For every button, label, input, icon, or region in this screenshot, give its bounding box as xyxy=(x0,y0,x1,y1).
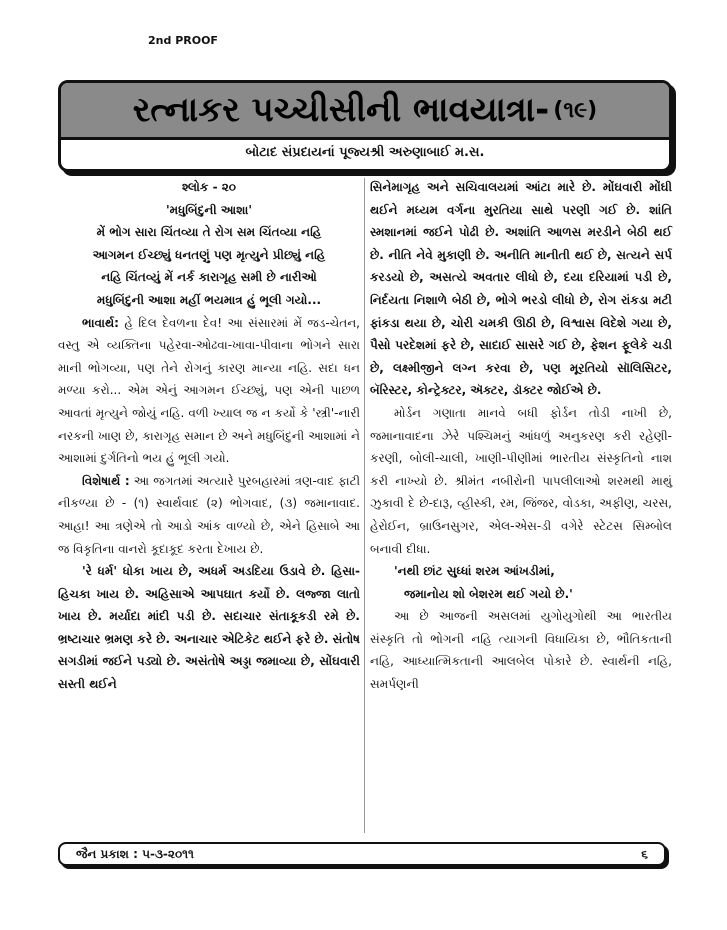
title-band xyxy=(61,83,669,140)
publication-date: જૈન પ્રકાશ : ૫-૩-૨૦૧૧ xyxy=(76,846,194,861)
couplet-line: 'નથી છાંટ સુધ્ધાં શરમ આંખડીમાં, xyxy=(394,564,555,579)
article-title: રત્નાકર પચ્ચીસીની ભાવયાત્રા- xyxy=(132,90,550,130)
shlok-subtitle: 'મધુબિંદુની આશા' xyxy=(165,202,253,217)
page-footer xyxy=(58,842,666,866)
article-number: (૧૯) xyxy=(553,97,598,123)
bhavarth-paragraph xyxy=(58,312,360,470)
visheshartha-label: વિશેષાર્થ : xyxy=(82,473,130,488)
dharma-paragraph: 'રે ધર્મ' ધોકા ખાય છે, અધર્મ અડદિયા ઉડાવે છે. હિસા-હિચકા ખાય છે. અહિસાએ આપઘાત કર્યો છે. લજ્જા લાતો ખાય છે. મર્યાદા માંદી પડી છે. સદાચાર સંતાકૂકડી રમે છે. ભ્રષ્ટાચાર ભ્રમણ કરે છે. અનાચાર એટિકેટ થઈને ફરે છે. સંતોષ સગડીમાં જઈને પડ્યો છે. અસંતોષે અડ્ડા જમાવ્યા છે, સોંઘવારી સસ્તી થઈને xyxy=(58,564,360,692)
bhavarth-text: હે દિલ દેવળના દેવ! આ સંસારમાં મેં જડ-ચેતન, વસ્તુ એ વ્યક્તિના પહેરવા-ઓઢવા-ખાવા-પીવાના ભોગને સારા માની ભોગવ્યા, પણ તેને રોગનું કારણ માન્યા નહિ. સદા ધન મળ્યા કરો... એમ એનું આગમન ઈચ્છ્યું, પણ એની પાછળ આવતાં મૃત્યુને જોયું નહિ. વળી ખ્યાલ જ ન કર્યો કે 'સ્ત્રી'-નારી નરકની ખાણ છે, કારાગૃહ સમાન છે અને મધુબિંદુની આશામાં ને આશામાં દુર્ગતિનો ભય હું ભૂલી ગયો. xyxy=(58,315,360,466)
proof-label: 2nd PROOF xyxy=(148,34,218,47)
right-paragraph-2: મોર્ડન ગણાતા માનવે બધી ફોર્ડન તોડી નાખી છે, જમાનાવાદના ઝેરે પશ્ચિમનું આંધળું અનુકરણ કરી રહેણી-કરણી, બોલી-ચાલી, ખાણી-પીણીમાં ભારતીય સંસ્કૃતિનો નાશ કરી નાખ્યો છે. શ્રીમંત નબીરોની પાપલીલાઓ શરમથી માથું ઝુકાવી દે છે-દારૂ, વ્હીસ્કી, રમ, જિંજર, વોડકા, અફીણ, ચરસ, હેરોઈન, બ્રાઉનસુગર, એલ-એસ-ડી વગેરે સ્ટેટસ સિમ્બોલ બનાવી દીધા. xyxy=(370,405,672,556)
column-divider xyxy=(364,178,365,833)
article-author: બોટાદ સંપ્રદાયનાં પૂજ્યશ્રી અરુણાબાઈ મ.સ. xyxy=(245,145,485,160)
right-column xyxy=(370,176,672,696)
article-header xyxy=(58,80,672,172)
right-paragraph-1: સિનેમાગૃહ અને સચિવાલયમાં આંટા મારે છે. મોંઘવારી મોંઘી થઈને મધ્યમ વર્ગના મુરતિયા સાથે પરણી ગઈ છે. શાંતિ સ્મશાનમાં જઈને પોઢી છે. અશાંતિ આળસ મરડીને બેઠી થઈ છે. નીતિ નેવે મુકાણી છે. અનીતિ માનીતી થઈ છે, સત્યને સર્પ કરડયો છે, અસત્યે અવતાર લીધો છે, દયા દરિયામાં પડી છે, નિર્દયતા નિશાળે બેઠી છે, ભોગે ભરડો લીધો છે, રોગ રાંકડા મટી ફાંકડા થયા છે, ચોરી ચમકી ઊઠી છે, વિશ્વાસ વિદેશે ગયા છે, પૈસો પરદેશમાં ફરે છે, સાદાઈ સાસરે ગઈ છે, ફેશન ફૂલેકે ચડી છે, લક્ષ્મીજીને લગ્ન કરવા છે, પણ મૂરતિયો સૉલિસિટર, બૅરિસ્ટર, કોન્ટ્રેક્ટર, ઍક્ટર, ડૉક્ટર જોઈએ છે. xyxy=(370,180,672,398)
visheshartha-text: આ જગતમાં અત્યારે પુરબહારમાં ત્રણ-વાદ ફાટી નીકળ્યા છે - (૧) સ્વાર્થવાદ (૨) ભોગવાદ, (૩) જમાનાવાદ. આહા! આ ત્રણેએ તો આડો આંક વાળ્યો છે, એને હિસાબે આ જ વિકૃતિના વાનરો કૂદાકૂદ કરતા દેખાય છે. xyxy=(58,473,361,556)
verse-line: આગમન ઈચ્છ્યું ધનતણું પણ મૃત્યુને પ્રીછ્યું નહિ xyxy=(92,247,326,262)
shlok-title: શ્લોક - ૨૦ xyxy=(182,180,236,194)
verse-line: મધુબિંદુની આશા મહીં ભયમાત્ર હું ભૂલી ગયો... xyxy=(96,292,322,307)
left-column xyxy=(58,176,360,696)
visheshartha-paragraph xyxy=(58,470,360,560)
right-paragraph-3: આ છે આજની અસલમાં યુગોયુગોથી આ ભારતીય સંસ્કૃતિ તો ભોગની નહિ ત્યાગની વિધાયિકા છે, ભૌતિકતાની નહિ, આધ્યાત્મિકતાની આલબેલ પોકારે છે. સ્વાર્થની નહિ, સમર્પણની xyxy=(370,609,672,692)
bhavarth-label: ભાવાર્થ: xyxy=(82,315,119,330)
verse-line: નહિ ચિંતવ્યું મેં નર્ક કારાગૃહ સમી છે નારીઓ xyxy=(101,270,317,285)
verse-line: મેં ભોગ સારા ચિંતવ્યા તે રોગ સમ ચિંતવ્યા નહિ xyxy=(96,225,322,240)
couplet-line: જમાનોય શો બેશરમ થઈ ગયો છે.' xyxy=(404,586,573,601)
page-number: ૬ xyxy=(641,846,648,861)
